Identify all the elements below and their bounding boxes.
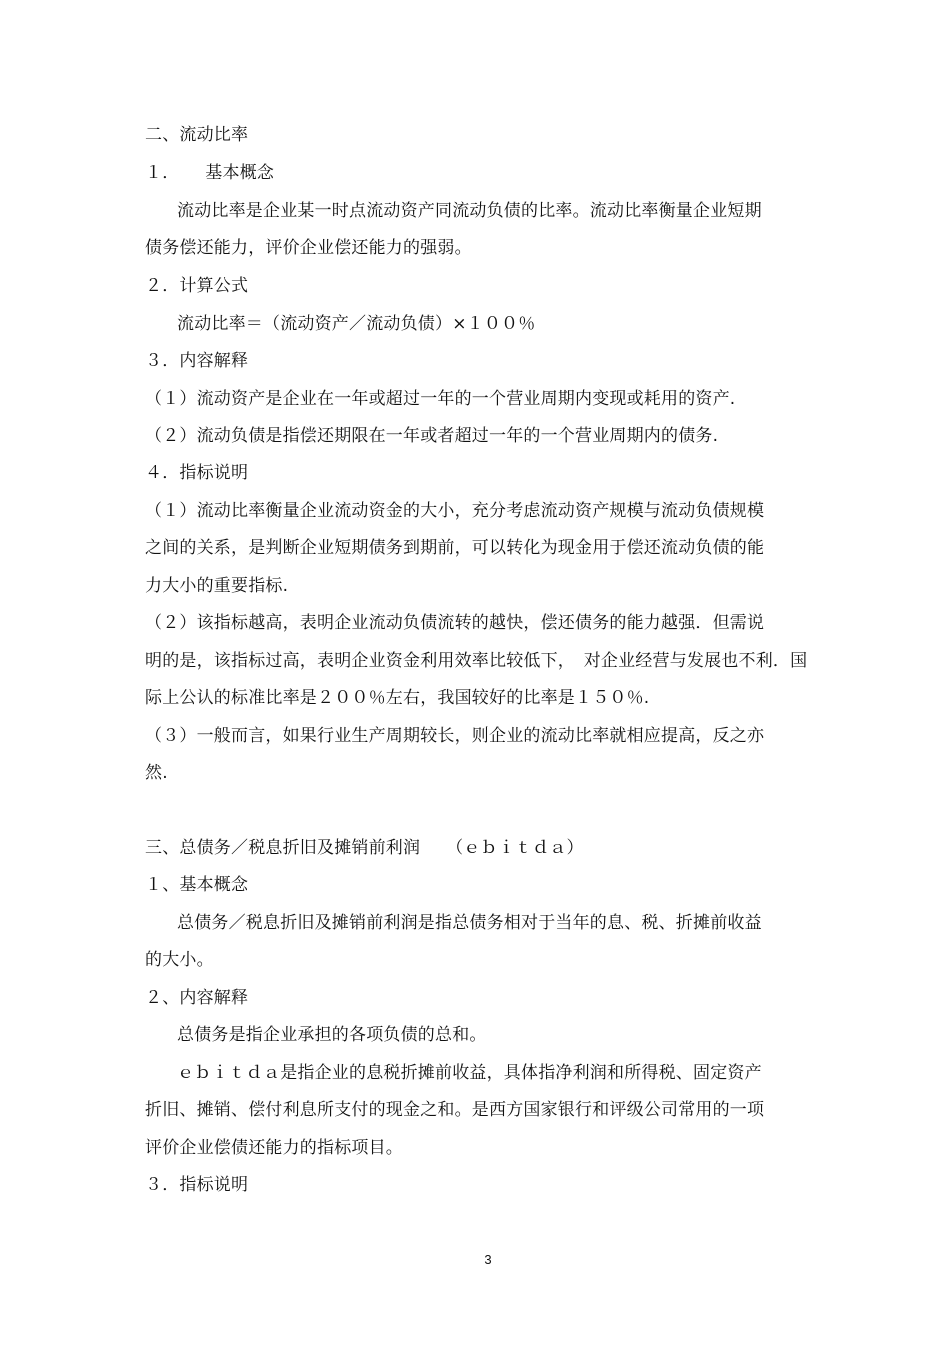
subheading: ３．指标说明 <box>145 1175 249 1195</box>
paragraph-line: （３）一般而言，如果行业生产周期较长，则企业的流动比率就相应提高，反之亦 <box>145 726 765 746</box>
paragraph-line: 力大小的重要指标. <box>145 576 289 596</box>
formula-line: 流动比率＝（流动资产／流动负债）×１００％ <box>177 314 536 334</box>
paragraph-line: 债务偿还能力，评价企业偿还能力的强弱。 <box>145 238 472 258</box>
paragraph-line: 明的是，该指标过高，表明企业资金利用效率比较低下， 对企业经营与发展也不利．国 <box>145 651 808 671</box>
paragraph-line: 总债务／税息折旧及摊销前利润是指总债务相对于当年的息、税、折摊前收益 <box>177 913 762 933</box>
paragraph-line: （１）流动比率衡量企业流动资金的大小，充分考虑流动资产规模与流动负债规模 <box>145 501 765 521</box>
section-heading: 二、流动比率 <box>145 125 249 145</box>
subheading: １、基本概念 <box>145 875 249 895</box>
paragraph-line: 然. <box>145 763 168 783</box>
subheading: １． 基本概念 <box>145 163 275 183</box>
paragraph-line: 之间的关系，是判断企业短期债务到期前，可以转化为现金用于偿还流动负债的能 <box>145 538 765 558</box>
section-heading: 三、总债务／税息折旧及摊销前利润 （ｅｂｉｔｄａ） <box>145 838 584 858</box>
paragraph-line: 折旧、摊销、偿付利息所支付的现金之和。是西方国家银行和评级公司常用的一项 <box>145 1100 765 1120</box>
paragraph-line: 评价企业偿债还能力的指标项目。 <box>145 1138 403 1158</box>
paragraph-line: ｅｂｉｔｄａ是指企业的息税折摊前收益，具体指净利润和所得税、固定资产 <box>177 1063 762 1083</box>
paragraph-line: 流动比率是企业某一时点流动资产同流动负债的比率。流动比率衡量企业短期 <box>177 201 762 221</box>
paragraph-line: 总债务是指企业承担的各项负债的总和。 <box>177 1025 487 1045</box>
paragraph-line: 际上公认的标准比率是２００％左右，我国较好的比率是１５０％. <box>145 688 650 708</box>
subheading: ２．计算公式 <box>145 276 249 296</box>
paragraph-line: （１）流动资产是企业在一年或超过一年的一个营业周期内变现或耗用的资产. <box>145 389 736 409</box>
subheading: ２、内容解释 <box>145 988 249 1008</box>
paragraph-line: （２）流动负债是指偿还期限在一年或者超过一年的一个营业周期内的债务. <box>145 426 719 446</box>
paragraph-line: 的大小。 <box>145 950 214 970</box>
paragraph-line: （２）该指标越高，表明企业流动负债流转的越快，偿还债务的能力越强．但需说 <box>145 613 765 633</box>
subheading: ３．内容解释 <box>145 351 249 371</box>
page-number: 3 <box>484 1252 492 1267</box>
subheading: ４．指标说明 <box>145 463 249 483</box>
